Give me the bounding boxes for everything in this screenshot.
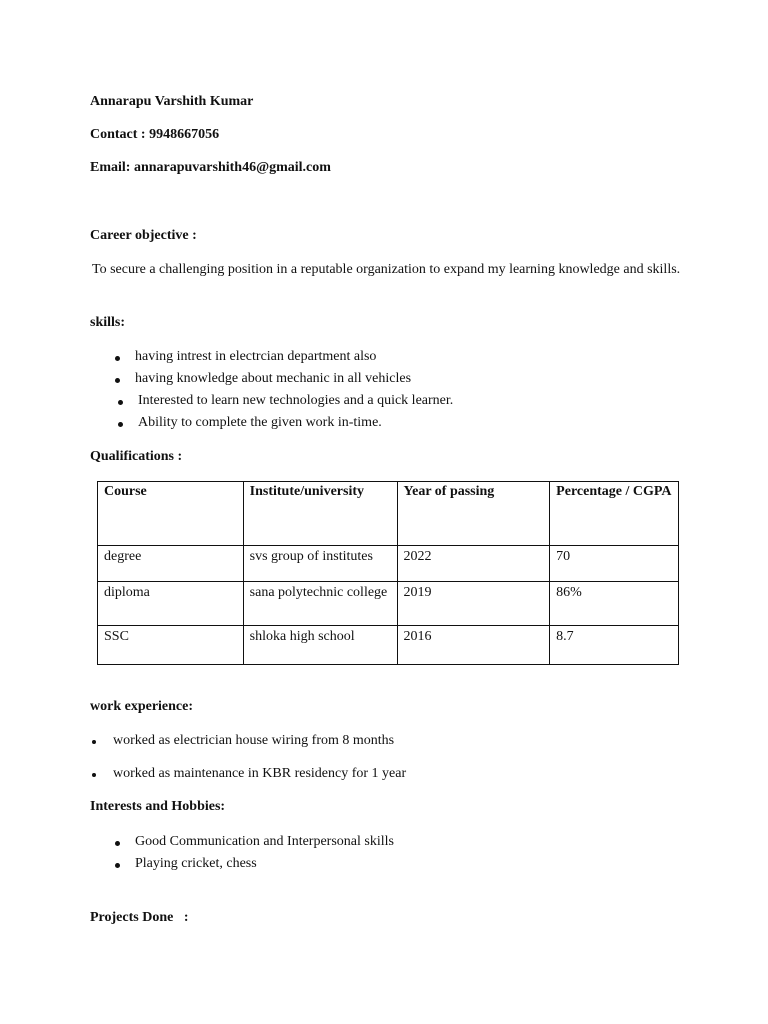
bullet-icon (118, 400, 123, 405)
table-cell: SSC (98, 626, 244, 665)
interests-heading: Interests and Hobbies: (90, 799, 226, 814)
work-experience-heading: work experience: (90, 699, 194, 714)
work-item-text: worked as electrician house wiring from 8 months (113, 733, 395, 748)
candidate-name: Annarapu Varshith Kumar (90, 94, 254, 109)
contact-line: Contact : 9948667056 (90, 127, 220, 142)
table-cell: 86% (550, 582, 679, 626)
table-cell: 2019 (397, 582, 550, 626)
table-cell: 2016 (397, 626, 550, 665)
career-objective-text: To secure a challenging position in a reputable organization to expand my learning knowledge and skills. (92, 262, 681, 277)
bullet-icon (115, 378, 120, 383)
work-item-text: worked as maintenance in KBR residency for 1 year (113, 766, 407, 781)
skill-text: Ability to complete the given work in-time. (138, 415, 382, 430)
column-header: Percentage / CGPA (550, 482, 679, 546)
email-line: Email: annarapuvarshith46@gmail.com (90, 160, 331, 175)
bullet-icon (92, 773, 96, 777)
skills-heading: skills: (90, 315, 126, 330)
table-row (98, 546, 679, 582)
column-header: Year of passing (397, 482, 550, 546)
bullet-icon (92, 740, 96, 744)
career-objective-heading: Career objective : (90, 228, 197, 243)
interest-text: Playing cricket, chess (135, 856, 257, 871)
bullet-icon (115, 841, 120, 846)
table-cell: shloka high school (243, 626, 397, 665)
table-cell: 8.7 (550, 626, 679, 665)
bullet-icon (115, 356, 120, 361)
column-header: Course (98, 482, 244, 546)
skill-text: Interested to learn new technologies and a quick learner. (138, 393, 454, 408)
skill-text: having intrest in electrcian department also (135, 349, 377, 364)
table-cell: degree (98, 546, 244, 582)
interest-text: Good Communication and Interpersonal skills (135, 834, 394, 849)
table-cell: diploma (98, 582, 244, 626)
table-row (98, 582, 679, 626)
qualifications-heading: Qualifications : (90, 449, 183, 464)
table-cell: 70 (550, 546, 679, 582)
projects-heading: Projects Done : (90, 910, 189, 925)
table-row (98, 626, 679, 665)
column-header: Institute/university (243, 482, 397, 546)
bullet-icon (115, 863, 120, 868)
bullet-icon (118, 422, 123, 427)
skill-text: having knowledge about mechanic in all vehicles (135, 371, 412, 386)
table-header-row (98, 482, 679, 546)
table-cell: sana polytechnic college (243, 582, 397, 626)
qualifications-table (97, 481, 679, 665)
table-cell: 2022 (397, 546, 550, 582)
table-cell: svs group of institutes (243, 546, 397, 582)
